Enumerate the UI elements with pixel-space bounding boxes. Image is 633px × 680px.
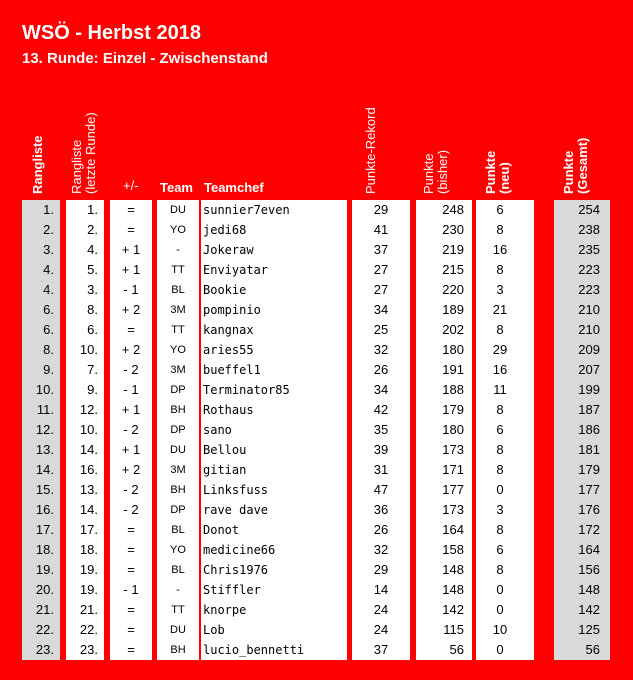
team-cell: BL bbox=[171, 284, 185, 296]
table-row bbox=[0, 420, 633, 440]
punkte-neu-cell: 8 bbox=[496, 262, 504, 277]
rank-cell: 9. bbox=[43, 362, 54, 377]
punkte-bisher-cell: 220 bbox=[442, 282, 464, 297]
table-row bbox=[0, 400, 633, 420]
rank-cell: 16. bbox=[35, 502, 54, 517]
punkte-bisher-cell: 148 bbox=[442, 582, 464, 597]
team-cell: TT bbox=[171, 324, 185, 336]
punkte-rekord-cell: 24 bbox=[373, 602, 389, 617]
punkte-bisher-cell: 230 bbox=[442, 222, 464, 237]
punkte-gesamt-cell: 177 bbox=[578, 482, 600, 497]
team-cell: BH bbox=[170, 404, 186, 416]
teamchef-cell: jedi68 bbox=[203, 223, 247, 237]
diff-cell: = bbox=[127, 562, 135, 577]
punkte-bisher-cell: 158 bbox=[442, 542, 464, 557]
punkte-bisher-cell: 180 bbox=[442, 422, 464, 437]
punkte-neu-cell: 3 bbox=[496, 502, 504, 517]
punkte-neu-cell: 0 bbox=[496, 582, 504, 597]
rank-cell: 15. bbox=[35, 482, 54, 497]
punkte-neu-cell: 3 bbox=[496, 282, 504, 297]
punkte-neu-cell: 8 bbox=[496, 222, 504, 237]
punkte-rekord-cell: 32 bbox=[373, 542, 389, 557]
punkte-neu-cell: 6 bbox=[496, 202, 504, 217]
rank-cell: 10. bbox=[35, 382, 54, 397]
team-cell: YO bbox=[170, 544, 186, 556]
table-row bbox=[0, 580, 633, 600]
punkte-bisher-cell: 189 bbox=[442, 302, 464, 317]
diff-cell: - 2 bbox=[123, 422, 139, 437]
punkte-bisher-cell: 219 bbox=[442, 242, 464, 257]
teamchef-cell: Donot bbox=[203, 523, 240, 537]
diff-cell: - 2 bbox=[123, 482, 139, 497]
teamchef-cell: lucio_bennetti bbox=[203, 643, 305, 657]
rank-cell: 4. bbox=[43, 282, 54, 297]
table-row bbox=[0, 620, 633, 640]
team-cell: DP bbox=[170, 384, 186, 396]
team-cell: TT bbox=[171, 604, 185, 616]
previous-rank-cell: 8. bbox=[87, 302, 98, 317]
rank-cell: 13. bbox=[35, 442, 54, 457]
punkte-neu-cell: 0 bbox=[496, 482, 504, 497]
punkte-rekord-cell: 27 bbox=[373, 262, 389, 277]
header-punkte-gesamt: Punkte (Gesamt) bbox=[561, 137, 590, 194]
punkte-rekord-cell: 39 bbox=[373, 442, 389, 457]
header-punkte-neu: Punkte (neu) bbox=[483, 150, 512, 194]
punkte-rekord-cell: 31 bbox=[373, 462, 389, 477]
previous-rank-cell: 9. bbox=[87, 382, 98, 397]
rank-cell: 20. bbox=[35, 582, 54, 597]
diff-cell: + 1 bbox=[121, 402, 141, 417]
punkte-rekord-cell: 35 bbox=[373, 422, 389, 437]
punkte-gesamt-cell: 199 bbox=[578, 382, 600, 397]
diff-cell: + 2 bbox=[121, 462, 141, 477]
rank-cell: 12. bbox=[35, 422, 54, 437]
previous-rank-cell: 18. bbox=[79, 542, 98, 557]
previous-rank-cell: 19. bbox=[79, 562, 98, 577]
previous-rank-cell: 14. bbox=[79, 442, 98, 457]
punkte-rekord-cell: 37 bbox=[373, 242, 389, 257]
teamchef-cell: Jokeraw bbox=[203, 243, 254, 257]
previous-rank-cell: 1. bbox=[87, 202, 98, 217]
punkte-bisher-cell: 142 bbox=[442, 602, 464, 617]
punkte-bisher-cell: 171 bbox=[442, 462, 464, 477]
diff-cell: - 1 bbox=[123, 582, 139, 597]
page-title: WSÖ - Herbst 2018 bbox=[22, 22, 201, 44]
previous-rank-cell: 7. bbox=[87, 362, 98, 377]
team-cell: DU bbox=[170, 444, 186, 456]
team-cell: BH bbox=[170, 644, 186, 656]
punkte-neu-cell: 0 bbox=[496, 602, 504, 617]
diff-cell: - 1 bbox=[123, 282, 139, 297]
punkte-gesamt-cell: 187 bbox=[578, 402, 600, 417]
punkte-rekord-cell: 29 bbox=[373, 202, 389, 217]
rank-cell: 8. bbox=[43, 342, 54, 357]
diff-cell: = bbox=[127, 522, 135, 537]
team-cell: 3M bbox=[170, 364, 186, 376]
punkte-rekord-cell: 29 bbox=[373, 562, 389, 577]
team-cell: 3M bbox=[170, 304, 186, 316]
punkte-gesamt-cell: 172 bbox=[578, 522, 600, 537]
punkte-neu-cell: 11 bbox=[493, 382, 507, 397]
teamchef-cell: Chris1976 bbox=[203, 563, 269, 577]
table-row bbox=[0, 500, 633, 520]
diff-cell: + 2 bbox=[121, 302, 141, 317]
punkte-neu-cell: 29 bbox=[492, 342, 508, 357]
previous-rank-cell: 23. bbox=[79, 642, 98, 657]
diff-cell: + 1 bbox=[121, 242, 141, 257]
team-cell: - bbox=[176, 584, 180, 596]
teamchef-cell: bueffel1 bbox=[203, 363, 261, 377]
punkte-rekord-cell: 37 bbox=[373, 642, 389, 657]
teamchef-cell: Bellou bbox=[203, 443, 247, 457]
teamchef-cell: aries55 bbox=[203, 343, 254, 357]
punkte-bisher-cell: 56 bbox=[449, 642, 464, 657]
table-row bbox=[0, 220, 633, 240]
previous-rank-cell: 21. bbox=[79, 602, 98, 617]
diff-cell: - 2 bbox=[123, 362, 139, 377]
header-rangliste-letzte: Rangliste (letzte Runde) bbox=[69, 112, 98, 194]
punkte-gesamt-cell: 238 bbox=[578, 222, 600, 237]
team-cell: YO bbox=[170, 224, 186, 236]
punkte-neu-cell: 0 bbox=[496, 642, 504, 657]
table-row bbox=[0, 320, 633, 340]
teamchef-cell: Enviyatar bbox=[203, 263, 269, 277]
rank-cell: 14. bbox=[35, 462, 54, 477]
punkte-rekord-cell: 32 bbox=[373, 342, 389, 357]
punkte-bisher-cell: 173 bbox=[442, 502, 464, 517]
table-row bbox=[0, 300, 633, 320]
header-teamchef: Teamchef bbox=[204, 180, 264, 195]
punkte-neu-cell: 8 bbox=[496, 462, 504, 477]
previous-rank-cell: 12. bbox=[79, 402, 98, 417]
punkte-rekord-cell: 47 bbox=[373, 482, 389, 497]
punkte-gesamt-cell: 207 bbox=[578, 362, 600, 377]
punkte-gesamt-cell: 209 bbox=[578, 342, 600, 357]
teamchef-cell: knorpe bbox=[203, 603, 247, 617]
previous-rank-cell: 5. bbox=[87, 262, 98, 277]
previous-rank-cell: 17. bbox=[79, 522, 98, 537]
punkte-neu-cell: 8 bbox=[496, 402, 504, 417]
punkte-gesamt-cell: 142 bbox=[578, 602, 600, 617]
punkte-bisher-cell: 180 bbox=[442, 342, 464, 357]
punkte-gesamt-cell: 181 bbox=[578, 442, 600, 457]
teamchef-cell: kangnax bbox=[203, 323, 254, 337]
punkte-rekord-cell: 25 bbox=[373, 322, 389, 337]
team-cell: BH bbox=[170, 484, 186, 496]
previous-rank-cell: 14. bbox=[79, 502, 98, 517]
teamchef-cell: Stiffler bbox=[203, 583, 261, 597]
rank-cell: 18. bbox=[35, 542, 54, 557]
punkte-gesamt-cell: 223 bbox=[578, 282, 600, 297]
table-row bbox=[0, 520, 633, 540]
punkte-neu-cell: 16 bbox=[492, 362, 508, 377]
team-cell: DU bbox=[170, 204, 186, 216]
diff-cell: = bbox=[127, 602, 135, 617]
rank-cell: 19. bbox=[35, 562, 54, 577]
punkte-bisher-cell: 177 bbox=[442, 482, 464, 497]
rank-cell: 6. bbox=[43, 302, 54, 317]
punkte-gesamt-cell: 176 bbox=[578, 502, 600, 517]
table-row bbox=[0, 380, 633, 400]
punkte-bisher-cell: 173 bbox=[442, 442, 464, 457]
table-row bbox=[0, 480, 633, 500]
header-team: Team bbox=[160, 180, 193, 195]
team-cell: DP bbox=[170, 504, 186, 516]
punkte-rekord-cell: 34 bbox=[373, 382, 389, 397]
previous-rank-cell: 13. bbox=[79, 482, 98, 497]
punkte-bisher-cell: 248 bbox=[442, 202, 464, 217]
table-row bbox=[0, 240, 633, 260]
previous-rank-cell: 10. bbox=[79, 422, 98, 437]
rank-cell: 22. bbox=[35, 622, 54, 637]
table-row bbox=[0, 640, 633, 660]
previous-rank-cell: 2. bbox=[87, 222, 98, 237]
previous-rank-cell: 22. bbox=[79, 622, 98, 637]
previous-rank-cell: 16. bbox=[79, 462, 98, 477]
header-punkte-rekord: Punkte-Rekord bbox=[363, 107, 378, 194]
teamchef-cell: Rothaus bbox=[203, 403, 254, 417]
punkte-rekord-cell: 26 bbox=[373, 522, 389, 537]
previous-rank-cell: 6. bbox=[87, 322, 98, 337]
rank-cell: 4. bbox=[43, 262, 54, 277]
teamchef-cell: rave dave bbox=[203, 503, 269, 517]
teamchef-cell: medicine66 bbox=[203, 543, 276, 557]
team-cell: TT bbox=[171, 264, 185, 276]
table-row bbox=[0, 260, 633, 280]
punkte-gesamt-cell: 210 bbox=[578, 302, 600, 317]
teamchef-cell: sano bbox=[203, 423, 232, 437]
punkte-gesamt-cell: 125 bbox=[578, 622, 600, 637]
punkte-bisher-cell: 164 bbox=[442, 522, 464, 537]
punkte-gesamt-cell: 179 bbox=[578, 462, 600, 477]
punkte-rekord-cell: 24 bbox=[373, 622, 389, 637]
diff-cell: = bbox=[127, 642, 135, 657]
punkte-bisher-cell: 202 bbox=[442, 322, 464, 337]
teamchef-cell: Bookie bbox=[203, 283, 247, 297]
punkte-gesamt-cell: 186 bbox=[578, 422, 600, 437]
punkte-bisher-cell: 179 bbox=[442, 402, 464, 417]
punkte-neu-cell: 8 bbox=[496, 322, 504, 337]
punkte-neu-cell: 6 bbox=[496, 422, 504, 437]
diff-cell: - 2 bbox=[123, 502, 139, 517]
rank-cell: 1. bbox=[43, 202, 54, 217]
previous-rank-cell: 3. bbox=[87, 282, 98, 297]
rank-cell: 21. bbox=[35, 602, 54, 617]
punkte-neu-cell: 16 bbox=[492, 242, 508, 257]
punkte-rekord-cell: 41 bbox=[373, 222, 389, 237]
teamchef-cell: Lob bbox=[203, 623, 225, 637]
punkte-neu-cell: 21 bbox=[492, 302, 508, 317]
diff-cell: = bbox=[127, 322, 135, 337]
header-diff: +/- bbox=[123, 178, 139, 193]
team-cell: BL bbox=[171, 524, 185, 536]
diff-cell: = bbox=[127, 202, 135, 217]
punkte-gesamt-cell: 164 bbox=[578, 542, 600, 557]
rank-cell: 17. bbox=[35, 522, 54, 537]
rank-cell: 2. bbox=[43, 222, 54, 237]
table-row bbox=[0, 280, 633, 300]
teamchef-cell: Terminator85 bbox=[203, 383, 290, 397]
team-cell: DP bbox=[170, 424, 186, 436]
teamchef-cell: Linksfuss bbox=[203, 483, 269, 497]
punkte-gesamt-cell: 56 bbox=[585, 642, 600, 657]
punkte-rekord-cell: 26 bbox=[373, 362, 389, 377]
rank-cell: 23. bbox=[35, 642, 54, 657]
punkte-neu-cell: 8 bbox=[496, 562, 504, 577]
table-row bbox=[0, 440, 633, 460]
team-cell: YO bbox=[170, 344, 186, 356]
rank-cell: 11. bbox=[36, 402, 54, 417]
table-row bbox=[0, 560, 633, 580]
punkte-gesamt-cell: 223 bbox=[578, 262, 600, 277]
punkte-neu-cell: 8 bbox=[496, 522, 504, 537]
diff-cell: + 2 bbox=[121, 342, 141, 357]
punkte-rekord-cell: 14 bbox=[373, 582, 389, 597]
diff-cell: - 1 bbox=[123, 382, 139, 397]
punkte-neu-cell: 10 bbox=[492, 622, 508, 637]
table-row bbox=[0, 540, 633, 560]
diff-cell: + 1 bbox=[121, 442, 141, 457]
team-cell: BL bbox=[171, 564, 185, 576]
punkte-bisher-cell: 191 bbox=[442, 362, 464, 377]
table-row bbox=[0, 600, 633, 620]
previous-rank-cell: 10. bbox=[79, 342, 98, 357]
punkte-gesamt-cell: 156 bbox=[578, 562, 600, 577]
table-row bbox=[0, 460, 633, 480]
page-subtitle: 13. Runde: Einzel - Zwischenstand bbox=[22, 50, 268, 67]
punkte-rekord-cell: 27 bbox=[373, 282, 389, 297]
punkte-bisher-cell: 115 bbox=[443, 622, 464, 637]
team-cell: 3M bbox=[170, 464, 186, 476]
punkte-bisher-cell: 148 bbox=[442, 562, 464, 577]
punkte-bisher-cell: 215 bbox=[442, 262, 464, 277]
punkte-gesamt-cell: 210 bbox=[578, 322, 600, 337]
punkte-rekord-cell: 34 bbox=[373, 302, 389, 317]
teamchef-cell: pompinio bbox=[203, 303, 261, 317]
diff-cell: = bbox=[127, 542, 135, 557]
table-row bbox=[0, 340, 633, 360]
teamchef-cell: gitian bbox=[203, 463, 247, 477]
punkte-rekord-cell: 42 bbox=[373, 402, 389, 417]
previous-rank-cell: 19. bbox=[79, 582, 98, 597]
previous-rank-cell: 4. bbox=[87, 242, 98, 257]
table-row bbox=[0, 360, 633, 380]
punkte-gesamt-cell: 235 bbox=[578, 242, 600, 257]
punkte-gesamt-cell: 254 bbox=[578, 202, 600, 217]
header-punkte-bisher: Punkte (bisher) bbox=[421, 149, 450, 194]
punkte-bisher-cell: 188 bbox=[442, 382, 464, 397]
teamchef-cell: sunnier7even bbox=[203, 203, 290, 217]
diff-cell: + 1 bbox=[121, 262, 141, 277]
punkte-neu-cell: 8 bbox=[496, 442, 504, 457]
header-rangliste: Rangliste bbox=[30, 135, 45, 194]
rank-cell: 3. bbox=[43, 242, 54, 257]
team-cell: - bbox=[176, 244, 180, 256]
punkte-gesamt-cell: 148 bbox=[578, 582, 600, 597]
rank-cell: 6. bbox=[43, 322, 54, 337]
punkte-rekord-cell: 36 bbox=[373, 502, 389, 517]
table-row bbox=[0, 200, 633, 220]
punkte-neu-cell: 6 bbox=[496, 542, 504, 557]
team-cell: DU bbox=[170, 624, 186, 636]
diff-cell: = bbox=[127, 222, 135, 237]
diff-cell: = bbox=[127, 622, 135, 637]
